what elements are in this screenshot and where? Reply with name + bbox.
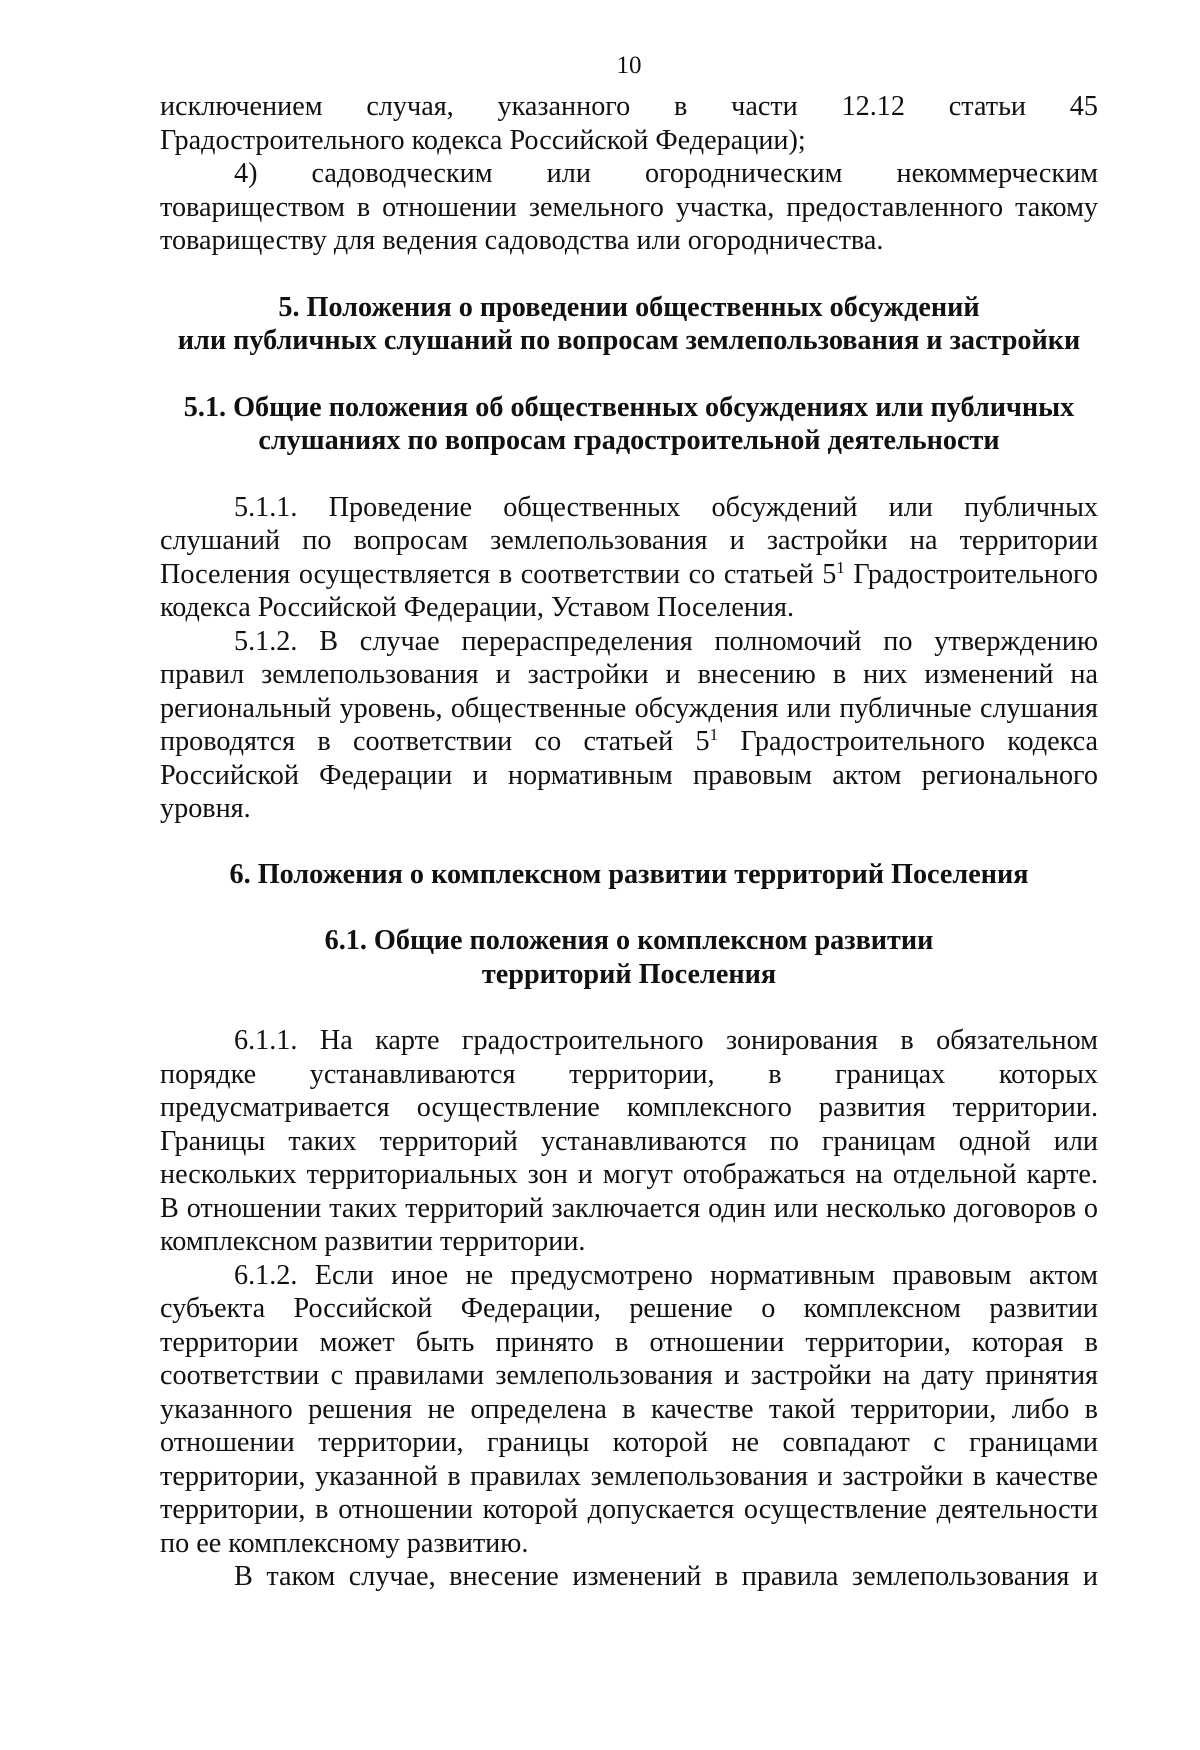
section-5-1-heading-line2: слушаниях по вопросам градостроительной деятельности xyxy=(258,425,1000,456)
paragraph-5-1-2 xyxy=(160,625,1098,826)
section-5-heading-line1: 5. Положения о проведении общественных обсуждений xyxy=(278,291,980,323)
paragraph-intro-line1: исключением случая, указанного в части 12.12 статьи 45 xyxy=(160,91,1098,122)
document-page xyxy=(160,48,1098,1594)
paragraph-item-4: 4) садоводческим или огородническим некоммерческим товариществом в отношении земельного участка, предоставленного такому товариществу для ведения садоводства или огородничества. xyxy=(160,158,1098,256)
section-6-heading xyxy=(160,858,1098,892)
paragraph-5-1-2-text-b: Градостроительного кодекса Российской Федерации и нормативным правовым актом регионального уровня. xyxy=(160,726,1098,824)
paragraph-5-1-1-text-a: 5.1.1. Проведение общественных обсуждений или публичных слушаний по вопросам землепользования и застройки на территории Поселения осуществляется в соответствии со статьей 5 xyxy=(160,491,1098,590)
section-6-1-heading-line2: территорий Поселения xyxy=(481,958,777,990)
section-6-1-heading-line1: 6.1. Общие положения о комплексном развитии xyxy=(324,925,934,956)
paragraph-5-1-1 xyxy=(160,491,1098,625)
paragraph-5-1-2-superscript: 1 xyxy=(709,725,719,744)
paragraph-last-line: В таком случае, внесение изменений в правила землепользования и xyxy=(234,1561,1098,1592)
section-5-1-heading-line1: 5.1. Общие положения об общественных обсуждениях или публичных xyxy=(183,391,1075,423)
paragraph-6-1-1: 6.1.1. На карте градостроительного зонирования в обязательном порядке устанавливаются территории, в границах которых предусматривается осуществление комплексного развития территории. Границы таких территорий устанавливаются по границам одной или нескольких территориальных зон и могут отображаться на отдельной карте. В отношении таких территорий заключается один или несколько договоров о комплексном развитии территории. xyxy=(160,1025,1098,1257)
page-number: 10 xyxy=(616,52,642,79)
section-6-heading-line1: 6. Положения о комплексном развитии территорий Поселения xyxy=(229,858,1029,890)
section-6-1-heading xyxy=(160,924,1098,991)
paragraph-6-1-2: 6.1.2. Если иное не предусмотрено нормативным правовым актом субъекта Российской Федерации, решение о комплексном развитии территории может быть принято в отношении территории, которая в соответствии с правилами землепользования и застройки на дату принятия указанного решения не определена в качестве такой территории, либо в отношении территории, границы которой не совпадают с границами территории, указанной в правилах землепользования и застройки в качестве территории, в отношении которой допускается осуществление деятельности по ее комплексному развитию. xyxy=(160,1259,1098,1559)
section-5-1-heading xyxy=(160,391,1098,458)
paragraph-intro-line2: Градостроительного кодекса Российской Федерации); xyxy=(160,124,806,156)
section-5-heading-line2: или публичных слушаний по вопросам землепользования и застройки xyxy=(177,325,1081,356)
paragraph-5-1-1-text-b: Градостроительного кодекса Российской Федерации, Уставом Поселения. xyxy=(160,558,1098,623)
paragraph-5-1-2-text-a: 5.1.2. В случае перераспределения полномочий по утверждению правил землепользования и застройки и внесению в них изменений на региональный уровень, общественные обсуждения или публичные слушания проводятся в соответствии со статьей 5 xyxy=(160,625,1098,757)
paragraph-5-1-1-superscript: 1 xyxy=(836,557,845,577)
section-5-heading xyxy=(160,291,1098,358)
